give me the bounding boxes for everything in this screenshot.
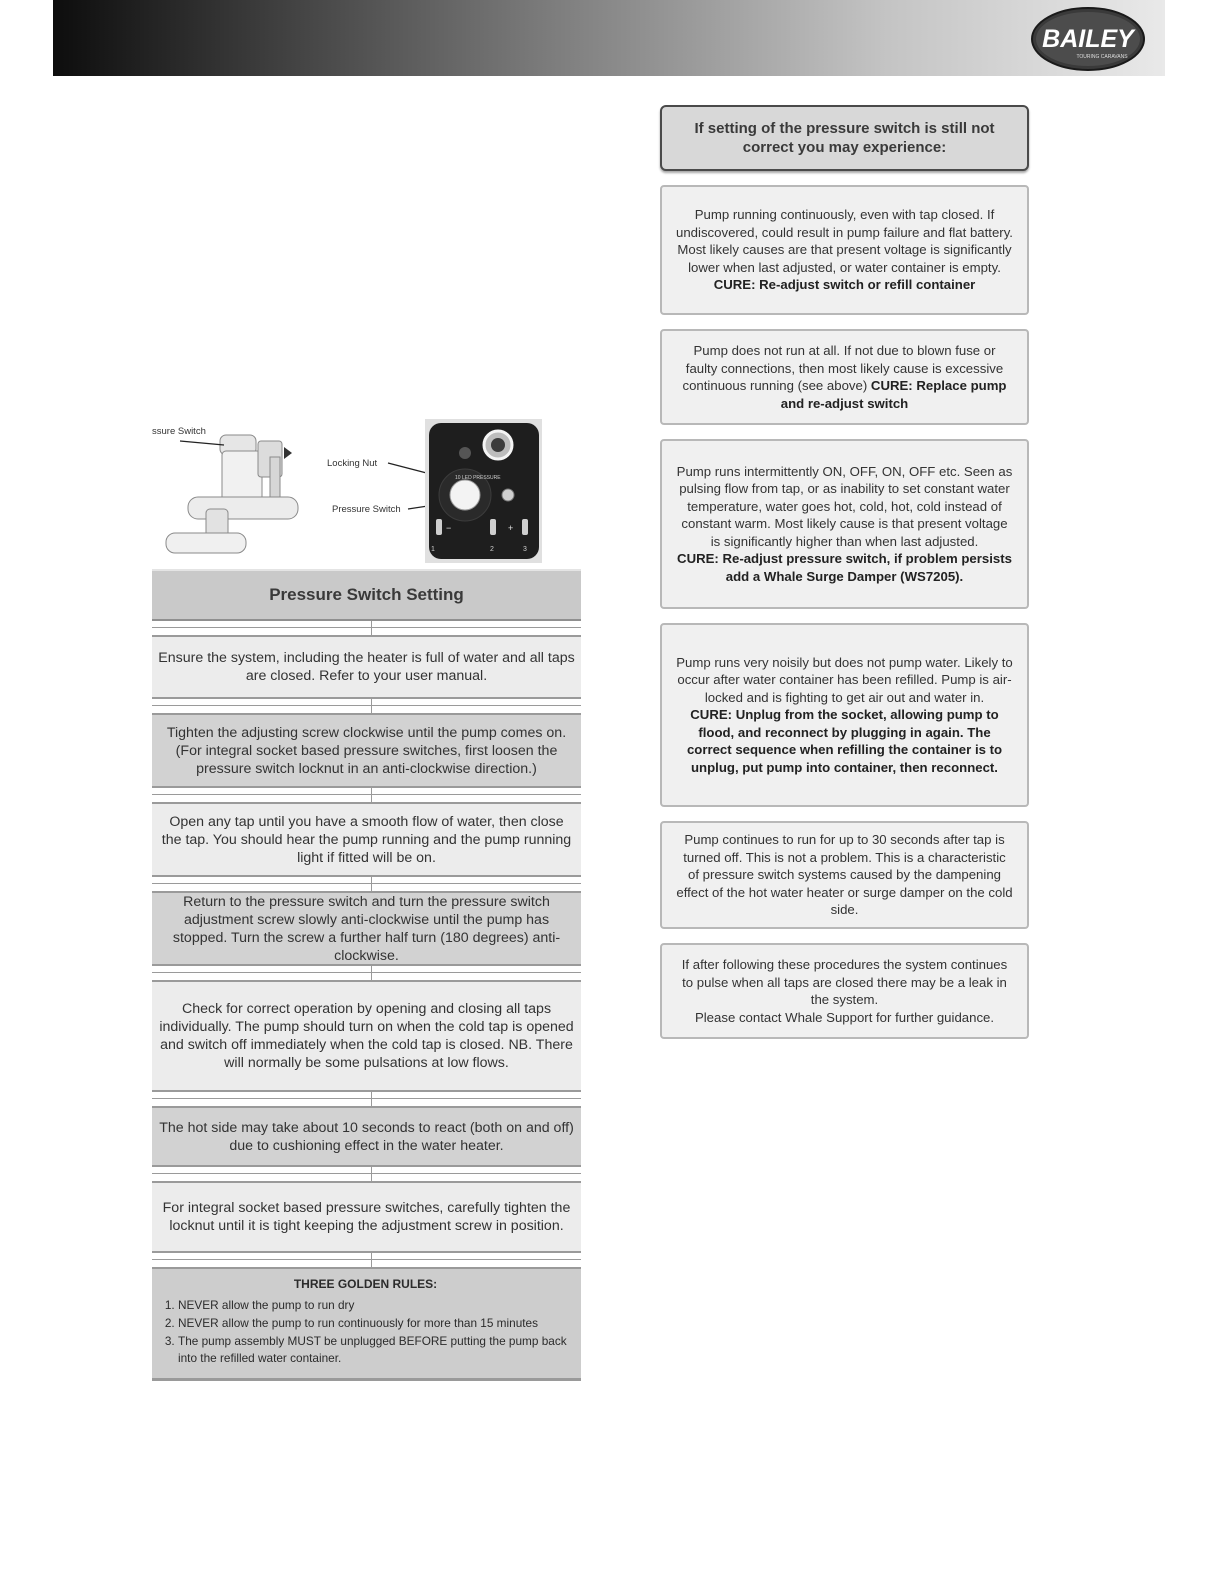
step-7: For integral socket based pressure switches, carefully tighten the locknut until it is tight keeping the adjustment screw in position. xyxy=(152,1181,581,1253)
flow-connector xyxy=(152,699,581,713)
issue-cure: CURE: Unplug from the socket, allowing pump to flood, and reconnect by plugging in again. The correct sequence when refilling the container is to unplug, put pump into container, then reconnect. xyxy=(686,707,1003,775)
issue-cure: CURE: Replace pump and re-adjust switch xyxy=(780,378,1007,411)
golden-rules-list xyxy=(158,1297,573,1367)
issue-box-1 xyxy=(660,185,1029,315)
label-pressure-switch: Pressure Switch xyxy=(332,504,401,515)
flow-connector xyxy=(152,1092,581,1106)
flow-title: Pressure Switch Setting xyxy=(152,569,581,621)
flow-connector xyxy=(152,966,581,980)
issue-cure: CURE: Re-adjust switch or refill container xyxy=(713,277,976,293)
flow-connector xyxy=(152,621,581,635)
troubleshooting-intro: If setting of the pressure switch is still not correct you may experience: xyxy=(660,105,1029,171)
label-pressure-switch-top: ssure Switch xyxy=(152,426,206,437)
golden-rule: 2. NEVER allow the pump to run continuously for more than 15 minutes xyxy=(178,1315,573,1332)
issue-box-2 xyxy=(660,329,1029,425)
terminal-2: 2 xyxy=(490,546,494,553)
issue-box-6 xyxy=(660,943,1029,1039)
flow-connector xyxy=(152,877,581,891)
issue-text: Pump does not run at all. If not due to blown fuse or faulty connections, then most likely cause is excessive continuous running (see above) xyxy=(682,343,1004,393)
step-5: Check for correct operation by opening and closing all taps individually. The pump should turn on when the cold tap is opened and switch off immediately when the cold tap is closed. NB. There will normally be some pulsations at low flows. xyxy=(152,980,581,1092)
pressure-switch-setting-flow xyxy=(152,569,581,1381)
issue-text: If after following these procedures the system continues to pulse when all taps are closed there may be a leak in the system. xyxy=(681,957,1008,1007)
terminal-minus: − xyxy=(446,523,452,533)
troubleshooting-column xyxy=(660,105,1029,1039)
dial-label: 10 LED PRESSURE xyxy=(455,475,501,481)
step-1: Ensure the system, including the heater is full of water and all taps are closed. Refer to your user manual. xyxy=(152,635,581,699)
issue-text: Pump runs very noisily but does not pump water. Likely to occur after water container has been refilled. Pump is air- locked and is fighting to get air out and water in. xyxy=(676,654,1013,705)
issue-box-4 xyxy=(660,623,1029,807)
flow-connector xyxy=(152,1253,581,1267)
issue-box-3 xyxy=(660,439,1029,609)
terminal-1: 1 xyxy=(431,546,435,553)
terminal-3: 3 xyxy=(523,546,527,553)
bailey-logo xyxy=(1030,6,1146,72)
label-locking-nut: Locking Nut xyxy=(327,458,378,469)
golden-rule: 1. NEVER allow the pump to run dry xyxy=(178,1297,573,1314)
golden-rules-title: THREE GOLDEN RULES: xyxy=(293,1277,438,1291)
support-note: Please contact Whale Support for further guidance. xyxy=(694,1009,995,1025)
step-3: Open any tap until you have a smooth flow of water, then close the tap. You should hear the pump running and the pump running light if fitted will be on. xyxy=(152,802,581,877)
header-banner xyxy=(53,0,1165,76)
pump-illustration xyxy=(166,435,298,553)
flow-connector xyxy=(152,1167,581,1181)
logo-brand: BAILEY xyxy=(1042,25,1134,53)
pressure-switch-diagram xyxy=(152,417,542,565)
golden-rules-box xyxy=(152,1267,581,1381)
flow-connector xyxy=(152,788,581,802)
step-4: Return to the pressure switch and turn the pressure switch adjustment screw slowly anti-clockwise until the pump has stopped. Turn the screw a further half turn (180 degrees) anti-clockwise. xyxy=(152,891,581,966)
golden-rule: 3. The pump assembly MUST be unplugged BEFORE putting the pump back into the refilled water container. xyxy=(178,1333,573,1367)
socket-plate-illustration xyxy=(425,419,542,563)
issue-box-5 xyxy=(660,821,1029,929)
issue-text: Pump runs intermittently ON, OFF, ON, OFF etc. Seen as pulsing flow from tap, or as inability to set constant water temperature, water goes hot, cold, hot, cold instead of constant warm. Most likely cause is that present voltage is significantly higher than when last adjusted. xyxy=(676,463,1013,549)
logo-tagline: TOURING CARAVANS xyxy=(1076,54,1128,60)
issue-cure: CURE: Re-adjust pressure switch, if problem persists add a Whale Surge Damper (WS7205). xyxy=(677,551,1012,584)
terminal-plus: + xyxy=(508,523,514,533)
step-6: The hot side may take about 10 seconds to react (both on and off) due to cushioning effect in the water heater. xyxy=(152,1106,581,1167)
issue-text: Pump continues to run for up to 30 seconds after tap is turned off. This is not a problem. This is a characteristic of pressure switch systems caused by the dampening effect of the hot water heater or surge damper on the cold side. xyxy=(676,832,1013,918)
issue-text: Pump running continuously, even with tap closed. If undiscovered, could result in pump failure and flat battery. Most likely causes are that present voltage is significantly lower when last adjusted, or water container is empty. xyxy=(676,207,1013,275)
step-2: Tighten the adjusting screw clockwise until the pump comes on. (For integral socket based pressure switches, first loosen the pressure switch locknut in an anti-clockwise direction.) xyxy=(152,713,581,788)
